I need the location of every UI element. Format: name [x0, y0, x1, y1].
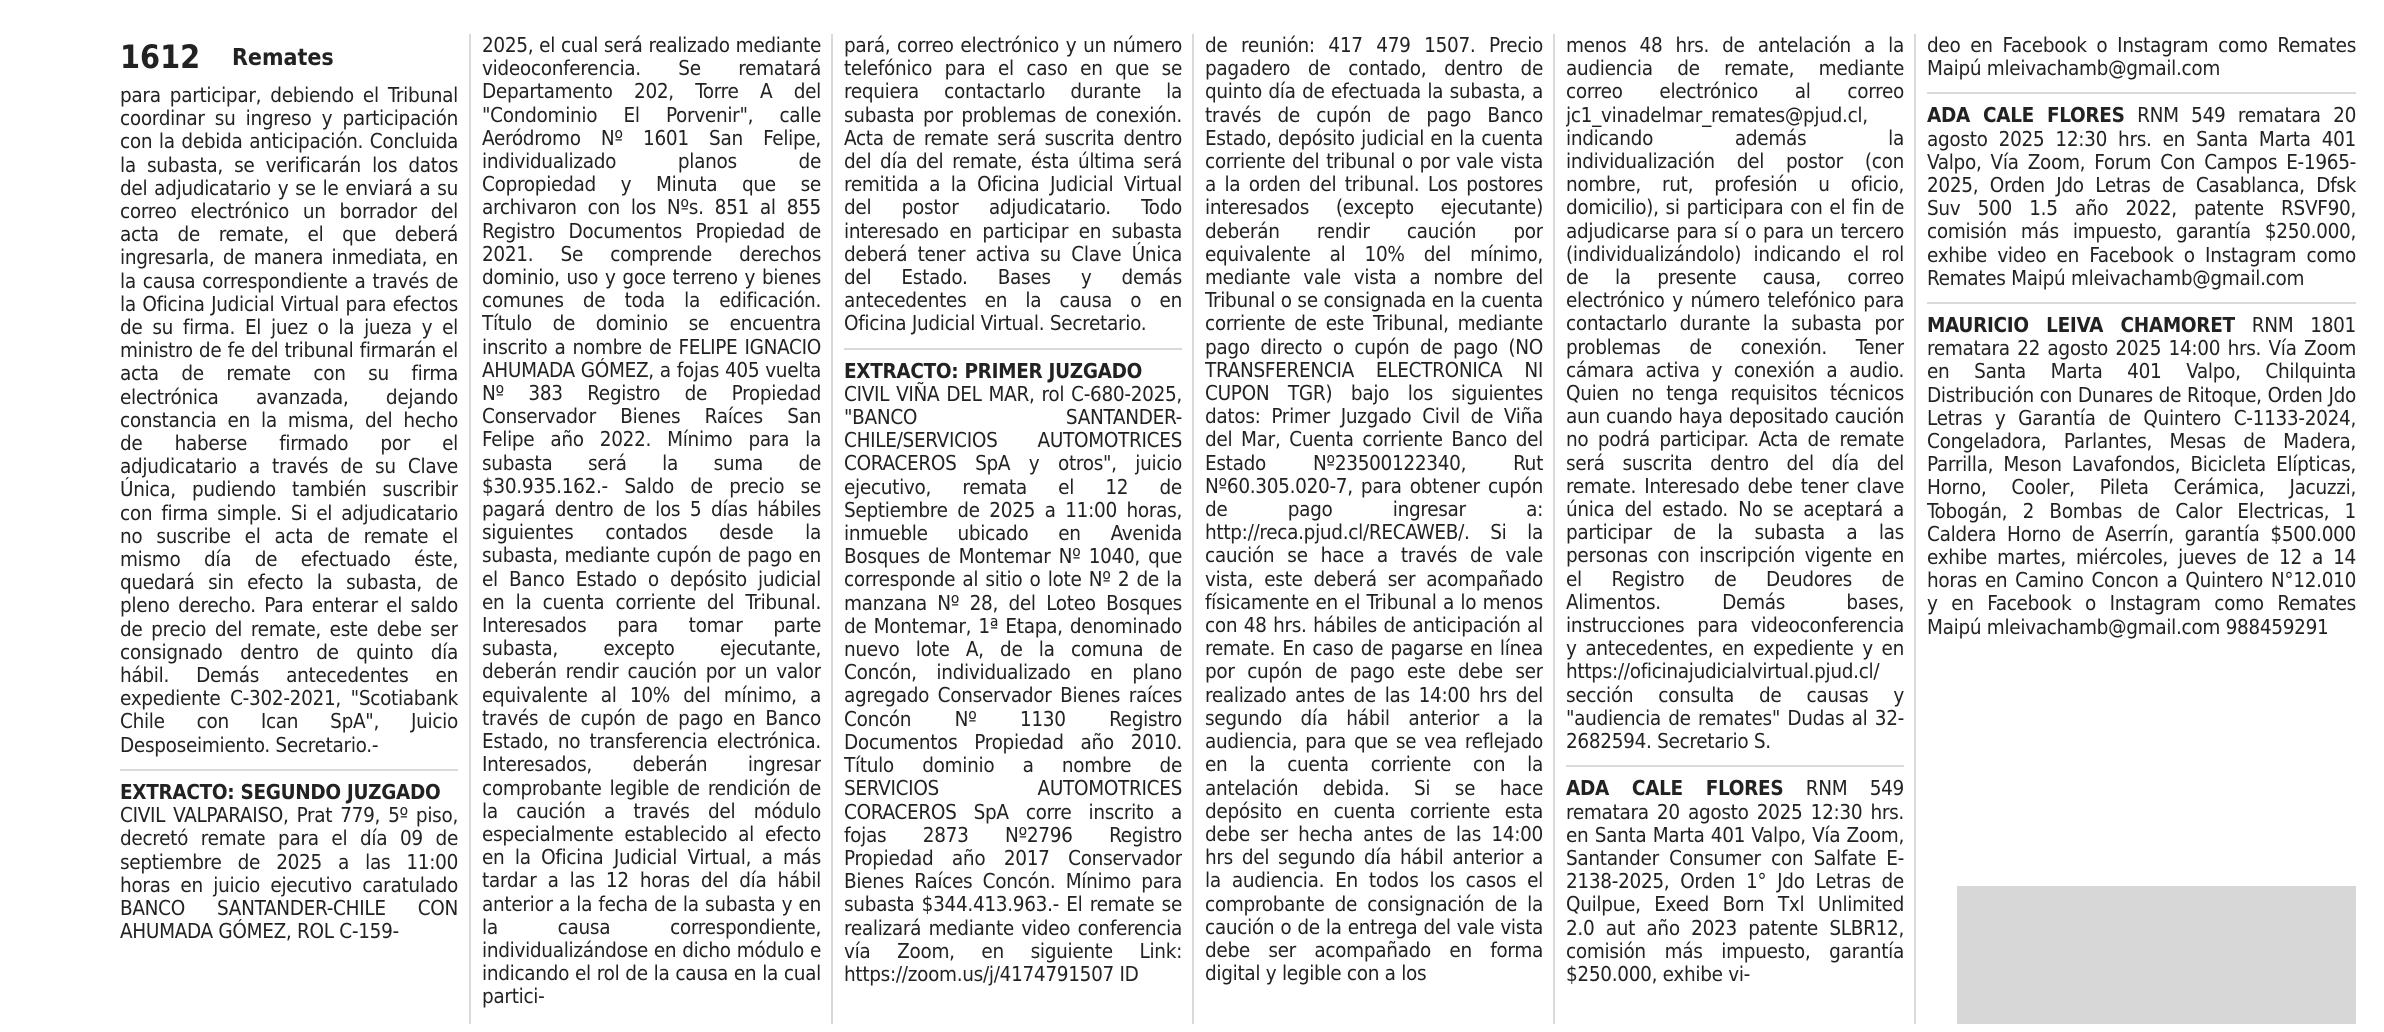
- notice-continuation: 2025, el cual será realizado mediante videoconferencia. Se rematará Departamento 202, Torre A del "Condominio El Porvenir", calle Aeródromo Nº 1601 San Felipe, individualizado planos de Copropiedad y Minuta que se archivaron con los Nºs. 851 al 855 Registro Documentos Propiedad de 2021. Se comprende derechos dominio, uso y goce terreno y bienes comunes de toda la edificación. Título de dominio se encuentra inscrito a nombre de FELIPE IGNACIO AHUMADA GÓMEZ, a fojas 405 vuelta Nº 383 Registro de Propiedad Conservador Bienes Raíces San Felipe año 2022. Mínimo para la subasta será la suma de $30.935.162.- Saldo de precio se pagará dentro de los 5 días hábiles siguientes contados desde la subasta, mediante cupón de pago en el Banco Estado o depósito judicial en la cuenta corriente del Tribunal. Interesados para tomar parte subasta, excepto ejecutante, deberán rendir caución por un valor equivalente al 10% del mínimo, a través de cupón de pago en Banco Estado, no transferencia electrónica. Interesados, deberán ingresar comprobante legible de rendición de la caución a través del módulo especialmente establecido al efecto en la Oficina Judicial Virtual, a más tardar a las 12 horas del día hábil anterior a la fecha de la subasta y en la causa correspondiente, individualizándose en dicho módulo e indicando el rol de la causa en la cual partici-: [482, 34, 821, 1009]
- divider: [1927, 92, 2356, 94]
- notice-heading: ADA CALE FLORES: [1566, 776, 1784, 801]
- notice-segundo-juzgado: [120, 781, 458, 943]
- column-rule: [1553, 34, 1555, 1024]
- notice-heading: ADA CALE FLORES: [1927, 103, 2125, 128]
- column-1: [120, 34, 458, 1024]
- column-2: [482, 34, 821, 1024]
- divider: [1566, 765, 1904, 767]
- notice-body: RNM 1801 rematara 22 agosto 2025 14:00 hrs. Vía Zoom en Santa Marta 401 Valpo, Chilquinta Distribución con Dunares de Ritoque, Orden Jdo Letras y Garantía de Quintero C-1133-2024, Congeladora, Parlantes, Mesas de Madera, Parrilla, Meson Lavafondos, Bicicleta Elípticas, Horno, Cooler, Pileta Cerámica, Jacuzzi, Tobogán, 2 Bombas de Calor Electricas, 1 Caldera Horno de Aserrín, garantía $500.000 exhibe martes, miércoles, jueves de 12 a 14 horas en Camino Concon a Quintero N°12.010 y en Facebook o Instagram como Remates Maipú mleivachamb@gmail.com 988459291: [1927, 313, 2356, 639]
- notice-continuation: deo en Facebook o Instagram como Remates Maipú mleivachamb@gmail.com: [1927, 34, 2356, 81]
- ad-placeholder: [1957, 886, 2356, 1024]
- notice-continuation: de reunión: 417 479 1507. Precio pagadero de contado, dentro de quinto día de efectuada la subasta, a través de cupón de pago Banco Estado, depósito judicial en la cuenta corriente del tribunal o por vale vista a la orden del tribunal. Los postores interesados (excepto ejecutante) deberán rendir caución por equivalente al 10% del mínimo, mediante vale vista a nombre del Tribunal o se consignada en la cuenta corriente de este Tribunal, mediante pago directo o cupón de pago (NO TRANSFERENCIA ELECTRONICA NI CUPON TGR) bajo los siguientes datos: Primer Juzgado Civil de Viña del Mar, Cuenta corriente Banco del Estado Nº23500122340, Rut Nº60.305.020-7, para obtener cupón de pago ingresar a: http://reca.pjud.cl/RECAWEB/. Si la caución se hace a través de vale vista, este deberá ser acompañado físicamente en el Tribunal a lo menos con 48 hrs. hábiles de anticipación al remate. En caso de pagarse en línea por cupón de pago este debe ser realizado antes de las 14:00 hrs del segundo día hábil anterior a la audiencia, para que se vea reflejado en la cuenta corriente con la antelación debida. Si se hace depósito en cuenta corriente esta debe ser hecha antes de las 14:00 hrs del segundo día hábil anterior a la audiencia. En todos los casos el comprobante de consignación de la caución o de la entrega del vale vista debe ser acompañado en forma digital y legible con a los: [1205, 34, 1543, 986]
- notice-heading: EXTRACTO: PRIMER JUZGADO: [844, 358, 1143, 383]
- notice-body: CIVIL VIÑA DEL MAR, rol C-680-2025, "BANCO SANTANDER-CHILE/SERVICIOS AUTOMOTRICES CORACEROS SpA y otros", juicio ejecutivo, remata el 12 de Septiembre de 2025 a 11:00 horas, inmueble ubicado en Avenida Bosques de Montemar Nº 1040, que corresponde al sitio o lote Nº 2 de la manzana Nº 28, del Loteo Bosques de Montemar, 1ª Etapa, denominado nuevo lote A, de la comuna de Concón, individualizado en plano agregado Conservador Bienes raíces Concón Nº 1130 Registro Documentos Propiedad año 2010. Título dominio a nombre de SERVICIOS AUTOMOTRICES CORACEROS SpA corre inscrito a fojas 2873 Nº2796 Registro Propiedad año 2017 Conservador Bienes Raíces Concón. Mínimo para subasta $344.413.963.- El remate se realizará mediante video conferencia vía Zoom, en siguiente Link: https://zoom.us/j/4174791507 ID: [844, 381, 1182, 986]
- notice-body: RNM 549 rematara 20 agosto 2025 12:30 hrs. en Santa Marta 401 Valpo, Vía Zoom, Santander Consumer con Salfate E-2138-2025, Orden 1° Jdo Letras de Quilpue, Exeed Born Txl Unlimited 2.0 aut año 2023 patente SLBR12, comisión más impuesto, garantía $250.000, exhibe vi-: [1566, 776, 1904, 986]
- notice-heading: EXTRACTO: SEGUNDO JUZGADO: [120, 779, 441, 804]
- notice-continuation: para participar, debiendo el Tribunal coordinar su ingreso y participación con la debida anticipación. Concluida la subasta, se verificarán los datos del adjudicatario y se le enviará a su correo electrónico un borrador del acta de remate, el que deberá ingresarla, de manera inmediata, en la causa correspondiente a través de la Oficina Judicial Virtual para efectos de su firma. El juez o la jueza y el ministro de fe del tribunal firmarán el acta de remate con su firma electrónica avanzada, dejando constancia en la misma, del hecho de haberse firmado por el adjudicatario a través de su Clave Única, pudiendo también suscribir con firma simple. Si el adjudicatario no suscribe el acta de remate el mismo día de efectuado éste, quedará sin efecto la subasta, de pleno derecho. Para enterar el saldo de precio del remate, este debe ser consignado dentro de quinto día hábil. Demás antecedentes en expediente C-302-2021, "Scotiabank Chile con Ican SpA", Juicio Desposeimiento. Secretario.-: [120, 83, 458, 757]
- divider: [120, 769, 458, 771]
- divider: [1927, 302, 2356, 304]
- page-number: 1612: [120, 38, 201, 76]
- notice-ada-cale-flores-2: [1927, 104, 2356, 290]
- notice-continuation: pará, correo electrónico y un número telefónico para el caso en que se requiera contactarlo durante la subasta por problemas de conexión. Acta de remate será suscrita dentro del día del remate, ésta última será remitida a la Oficina Judicial Virtual del postor adjudicatario. Todo interesado en participar en subasta deberá tener activa su Clave Única del Estado. Bases y demás antecedentes en la causa o en Oficina Judicial Virtual. Secretario.: [844, 34, 1182, 336]
- newspaper-page: [120, 34, 2356, 1024]
- column-rule: [831, 34, 833, 1024]
- column-3: [844, 34, 1182, 1024]
- section-title: Remates: [232, 45, 334, 71]
- column-rule: [469, 34, 471, 1024]
- column-6: [1927, 34, 2356, 1024]
- notice-heading: MAURICIO LEIVA CHAMORET: [1927, 313, 2235, 338]
- notice-body: CIVIL VALPARAISO, Prat 779, 5º piso, decretó remate para el día 09 de septiembre de 2025 a las 11:00 horas en juicio ejecutivo caratulado BANCO SANTANDER-CHILE CON AHUMADA GÓMEZ, ROL C-159-: [120, 803, 458, 944]
- column-5: [1566, 34, 1904, 1024]
- notice-body: RNM 549 rematara 20 agosto 2025 12:30 hrs. en Santa Marta 401 Valpo, Vía Zoom, Forum Con Campos E-1965-2025, Orden Jdo Letras de Casablanca, Dfsk Suv 500 1.5 año 2022, patente RSVF90, comisión más impuesto, garantía $250.000, exhibe video en Facebook o Instagram como Remates Maipú mleivachamb@gmail.com: [1927, 103, 2356, 290]
- column-4: [1205, 34, 1543, 1024]
- notice-continuation: menos 48 hrs. de antelación a la audiencia de remate, mediante correo electrónico al correo jc1_vinadelmar_remates@pjud.cl, indicando además la individualización del postor (con nombre, rut, profesión u oficio, domicilio), si participara con el fin de adjudicarse para sí o para un tercero (individualizándolo) indicando el rol de la presente causa, correo electrónico y número telefónico para contactarlo durante la subasta por problemas de conexión. Tener cámara activa y conexión a audio. Quien no tenga requisitos técnicos aun cuando haya depositado caución no podrá participar. Acta de remate será suscrita dentro del día del remate. Interesado debe tener clave única del estado. No se aceptará a participar de la subasta a las personas con inscripción vigente en el Registro de Deudores de Alimentos. Demás bases, instrucciones para videoconferencia y antecedentes, en expediente y en https://oficinajudicialvirtual.pjud.cl/ sección consulta de causas y "audiencia de remates" Dudas al 32-2682594. Secretario S.: [1566, 34, 1904, 754]
- column-rule: [1192, 34, 1194, 1024]
- notice-primer-juzgado: [844, 360, 1182, 986]
- notice-mauricio-leiva: [1927, 314, 2356, 639]
- notice-ada-cale-flores: [1566, 777, 1904, 986]
- divider: [844, 348, 1182, 350]
- column-rule: [1914, 34, 1916, 1024]
